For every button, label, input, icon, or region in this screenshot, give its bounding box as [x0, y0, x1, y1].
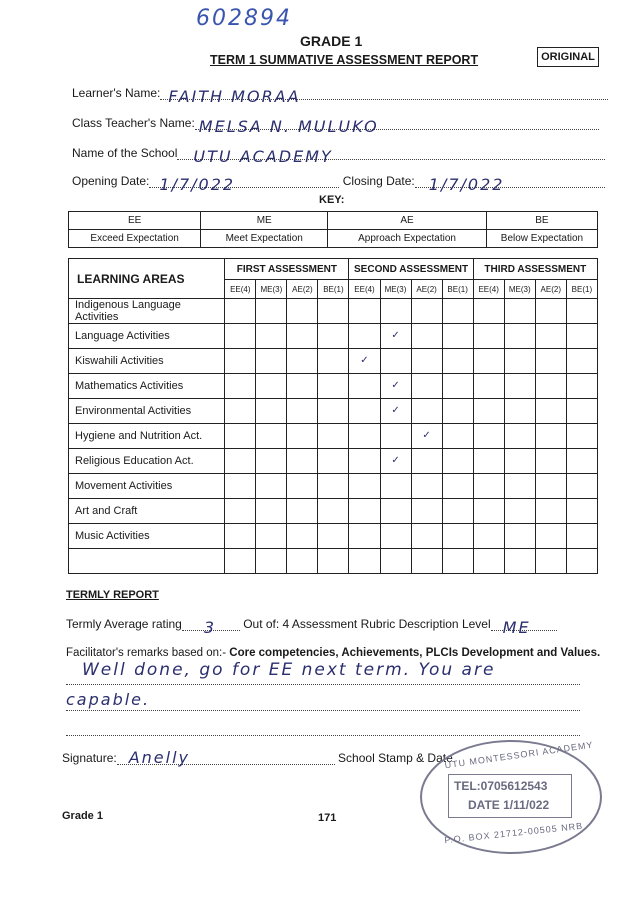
table-row: [69, 524, 598, 549]
grid-subheader-cell: AE(2): [287, 280, 318, 299]
rating-cell: [349, 499, 380, 524]
rating-cell: [504, 349, 535, 374]
rating-cell: [442, 474, 473, 499]
rating-cell: [566, 474, 597, 499]
learning-area-name: Religious Education Act.: [69, 449, 225, 474]
rating-cell: [380, 499, 411, 524]
learner-name-label: Learner's Name:: [72, 86, 161, 100]
rating-cell: [535, 499, 566, 524]
rating-cell: [380, 524, 411, 549]
rating-cell: [287, 374, 318, 399]
grid-subheader-cell: BE(1): [566, 280, 597, 299]
rating-cell: [380, 399, 411, 424]
rating-cell: [535, 424, 566, 449]
rating-cell: [535, 449, 566, 474]
page-number: 171: [318, 812, 337, 824]
rating-cell: [287, 324, 318, 349]
average-label: Termly Average rating: [66, 617, 182, 631]
signature-row: [62, 748, 453, 767]
key-description: Exceed Expectation: [69, 230, 201, 248]
rating-cell: [535, 324, 566, 349]
out-of-label: Out of: 4 Assessment Rubric Description Level: [243, 617, 491, 631]
rating-cell: [473, 349, 504, 374]
rating-cell: [504, 449, 535, 474]
grade-title: GRADE 1: [300, 33, 363, 49]
rating-cell: [225, 524, 256, 549]
rating-cell: [442, 424, 473, 449]
rating-cell: [411, 499, 442, 524]
learning-area-name: Language Activities: [69, 324, 225, 349]
rating-cell: [566, 449, 597, 474]
rating-cell: [256, 524, 287, 549]
rating-cell: [566, 374, 597, 399]
stamp-tel: TEL:0705612543: [454, 779, 548, 793]
rating-cell: [349, 374, 380, 399]
rating-cell: [318, 524, 349, 549]
rating-cell: [349, 474, 380, 499]
rating-cell: [349, 424, 380, 449]
rating-cell: [318, 299, 349, 324]
tick-mark: ✓: [360, 355, 369, 366]
average-value: 3: [203, 618, 217, 637]
rating-cell: [411, 474, 442, 499]
table-row: [69, 549, 598, 574]
learner-name-value: FAITH MORAA: [168, 87, 301, 106]
rating-cell: [380, 449, 411, 474]
key-codes-row: [69, 212, 598, 230]
rating-cell: [380, 549, 411, 574]
key-code: ME: [201, 212, 328, 230]
report-title: TERM 1 SUMMATIVE ASSESSMENT REPORT: [210, 53, 479, 67]
rating-cell: [535, 374, 566, 399]
rating-cell: [473, 324, 504, 349]
rating-cell: [442, 399, 473, 424]
rating-cell: [442, 499, 473, 524]
grid-subheader-cell: BE(1): [318, 280, 349, 299]
rating-cell: [225, 374, 256, 399]
rating-cell: [287, 449, 318, 474]
rating-cell: [535, 399, 566, 424]
rating-cell: [318, 374, 349, 399]
teacher-name-value: MELSA N. MULUKO: [198, 117, 379, 136]
rating-cell: [380, 374, 411, 399]
learning-area-name: Movement Activities: [69, 474, 225, 499]
rating-cell: [566, 324, 597, 349]
remarks-label: Facilitator's remarks based on:-: [66, 647, 227, 659]
table-row: [69, 349, 598, 374]
rating-cell: [566, 424, 597, 449]
table-row: [69, 424, 598, 449]
grid-subheader-cell: ME(3): [504, 280, 535, 299]
rating-cell: [318, 474, 349, 499]
learning-area-name: Art and Craft: [69, 499, 225, 524]
original-badge: ORIGINAL: [537, 47, 599, 67]
rating-cell: [442, 524, 473, 549]
rating-cell: [318, 549, 349, 574]
key-code: AE: [328, 212, 487, 230]
rating-cell: [287, 299, 318, 324]
rating-cell: [535, 299, 566, 324]
rating-cell: [535, 349, 566, 374]
rating-cell: [566, 349, 597, 374]
rating-cell: [473, 399, 504, 424]
rating-cell: [349, 349, 380, 374]
rating-cell: [504, 299, 535, 324]
third-assessment-header: THIRD ASSESSMENT: [473, 259, 597, 280]
table-row: [69, 499, 598, 524]
table-row: [69, 449, 598, 474]
dates-row: [72, 174, 605, 194]
rating-cell: [318, 324, 349, 349]
rating-cell: [535, 474, 566, 499]
rating-cell: [504, 474, 535, 499]
rating-cell: [318, 349, 349, 374]
rating-cell: [256, 399, 287, 424]
table-row: [69, 399, 598, 424]
rating-cell: [504, 324, 535, 349]
rating-cell: [442, 324, 473, 349]
rating-cell: [473, 499, 504, 524]
rating-cell: [318, 399, 349, 424]
rating-cell: [225, 399, 256, 424]
rating-cell: [380, 474, 411, 499]
rating-cell: [380, 324, 411, 349]
tick-mark: ✓: [422, 430, 431, 441]
rating-cell: [256, 299, 287, 324]
school-stamp: [420, 740, 602, 854]
rating-cell: [256, 499, 287, 524]
rating-cell: [411, 349, 442, 374]
learning-area-name: Indigenous Language Activities: [69, 299, 225, 324]
rating-cell: [287, 424, 318, 449]
rating-cell: [349, 549, 380, 574]
rating-cell: [566, 399, 597, 424]
school-name-row: [72, 146, 605, 166]
learning-area-name: Mathematics Activities: [69, 374, 225, 399]
learner-name-row: [72, 86, 608, 106]
key-table: [68, 211, 598, 248]
rating-cell: [411, 374, 442, 399]
rating-cell: [256, 324, 287, 349]
key-descriptions-row: [69, 230, 598, 248]
learning-area-name: Kiswahili Activities: [69, 349, 225, 374]
rating-cell: [349, 449, 380, 474]
remarks-label-row: [66, 647, 600, 659]
remarks-line-2: capable.: [66, 690, 151, 709]
table-row: [69, 299, 598, 324]
document-number: 602894: [196, 6, 292, 31]
grid-subheader-cell: EE(4): [473, 280, 504, 299]
rating-cell: [411, 324, 442, 349]
rating-cell: [566, 524, 597, 549]
learning-area-name: Hygiene and Nutrition Act.: [69, 424, 225, 449]
grid-subheader-cell: ME(3): [256, 280, 287, 299]
rating-cell: [256, 349, 287, 374]
rating-cell: [225, 549, 256, 574]
grid-subheader-cell: EE(4): [349, 280, 380, 299]
rating-cell: [473, 374, 504, 399]
rating-cell: [225, 424, 256, 449]
rating-cell: [504, 399, 535, 424]
remarks-criteria: Core competencies, Achievements, PLCIs Development and Values.: [229, 647, 601, 659]
tick-mark: ✓: [391, 380, 400, 391]
key-code: BE: [486, 212, 597, 230]
rating-cell: [256, 549, 287, 574]
key-description: Meet Expectation: [201, 230, 328, 248]
rating-cell: [349, 399, 380, 424]
rating-cell: [411, 399, 442, 424]
rating-cell: [318, 424, 349, 449]
signature-label: Signature:: [62, 751, 117, 765]
rating-cell: [349, 299, 380, 324]
rating-cell: [287, 399, 318, 424]
rating-cell: [442, 449, 473, 474]
rating-cell: [442, 349, 473, 374]
second-assessment-header: SECOND ASSESSMENT: [349, 259, 473, 280]
learning-area-name: Music Activities: [69, 524, 225, 549]
teacher-name-label: Class Teacher's Name:: [72, 116, 195, 130]
rating-cell: [349, 524, 380, 549]
tick-mark: ✓: [391, 455, 400, 466]
rating-cell: [473, 474, 504, 499]
rating-cell: [225, 299, 256, 324]
opening-date-label: Opening Date:: [72, 174, 150, 188]
rating-cell: [473, 524, 504, 549]
remarks-line-1: Well done, go for EE next term. You are: [82, 660, 496, 680]
rating-cell: [256, 474, 287, 499]
signature-value: Anelly: [128, 748, 190, 767]
rating-cell: [504, 374, 535, 399]
termly-average-row: [66, 617, 557, 637]
rating-cell: [287, 524, 318, 549]
rating-cell: [380, 349, 411, 374]
rating-cell: [256, 374, 287, 399]
learning-areas-header: LEARNING AREAS: [69, 259, 225, 299]
table-row: [69, 474, 598, 499]
rating-cell: [473, 424, 504, 449]
rating-cell: [442, 549, 473, 574]
rating-cell: [442, 299, 473, 324]
rating-cell: [566, 549, 597, 574]
grid-subheader-cell: BE(1): [442, 280, 473, 299]
school-name-label: Name of the School: [72, 146, 178, 160]
tick-mark: ✓: [391, 330, 400, 341]
rating-cell: [225, 349, 256, 374]
first-assessment-header: FIRST ASSESSMENT: [225, 259, 349, 280]
rating-cell: [380, 424, 411, 449]
rating-cell: [256, 449, 287, 474]
rating-cell: [287, 349, 318, 374]
rating-cell: [287, 499, 318, 524]
learning-area-name: [69, 549, 225, 574]
termly-report-heading: TERMLY REPORT: [66, 589, 159, 601]
rating-cell: [442, 374, 473, 399]
key-description: Approach Expectation: [328, 230, 487, 248]
rating-cell: [504, 524, 535, 549]
closing-date-value: 1/7/022: [428, 175, 505, 194]
rating-cell: [318, 449, 349, 474]
rating-cell: [535, 524, 566, 549]
rating-cell: [287, 474, 318, 499]
rating-cell: [256, 424, 287, 449]
rating-cell: [473, 449, 504, 474]
assessment-grid: [68, 258, 598, 574]
rating-cell: [225, 499, 256, 524]
rating-cell: [473, 549, 504, 574]
school-name-value: UTU ACADEMY: [193, 147, 333, 166]
table-row: [69, 374, 598, 399]
rating-cell: [504, 549, 535, 574]
stamp-date: DATE 1/11/022: [468, 798, 550, 812]
rating-cell: [318, 499, 349, 524]
rating-cell: [225, 449, 256, 474]
rating-cell: [535, 549, 566, 574]
grid-subheader-cell: ME(3): [380, 280, 411, 299]
grid-subheader-cell: AE(2): [411, 280, 442, 299]
teacher-name-row: [72, 116, 599, 136]
opening-date-value: 1/7/022: [159, 175, 236, 194]
footer-grade: Grade 1: [62, 810, 103, 822]
rating-cell: [411, 524, 442, 549]
learning-area-name: Environmental Activities: [69, 399, 225, 424]
rating-cell: [411, 299, 442, 324]
rating-cell: [566, 299, 597, 324]
key-title: KEY:: [319, 194, 345, 206]
grid-subheader-cell: AE(2): [535, 280, 566, 299]
rating-cell: [287, 549, 318, 574]
rating-cell: [380, 299, 411, 324]
tick-mark: ✓: [391, 405, 400, 416]
rating-cell: [411, 424, 442, 449]
rating-cell: [225, 324, 256, 349]
level-value: ME: [502, 618, 531, 637]
rating-cell: [225, 474, 256, 499]
rating-cell: [473, 299, 504, 324]
key-description: Below Expectation: [486, 230, 597, 248]
rating-cell: [349, 324, 380, 349]
key-code: EE: [69, 212, 201, 230]
table-row: [69, 324, 598, 349]
closing-date-label: Closing Date:: [342, 174, 415, 188]
stamp-top-text: UTU MONTESSORI ACADEMY: [444, 739, 594, 771]
rating-cell: [411, 549, 442, 574]
school-stamp-label: School Stamp & Date: [338, 751, 453, 765]
rating-cell: [566, 499, 597, 524]
rating-cell: [504, 424, 535, 449]
rating-cell: [504, 499, 535, 524]
rating-cell: [411, 449, 442, 474]
stamp-bottom-text: P.O. BOX 21712-00505 NRB: [443, 820, 584, 846]
grid-subheader-cell: EE(4): [225, 280, 256, 299]
grid-header-row: [69, 259, 598, 280]
